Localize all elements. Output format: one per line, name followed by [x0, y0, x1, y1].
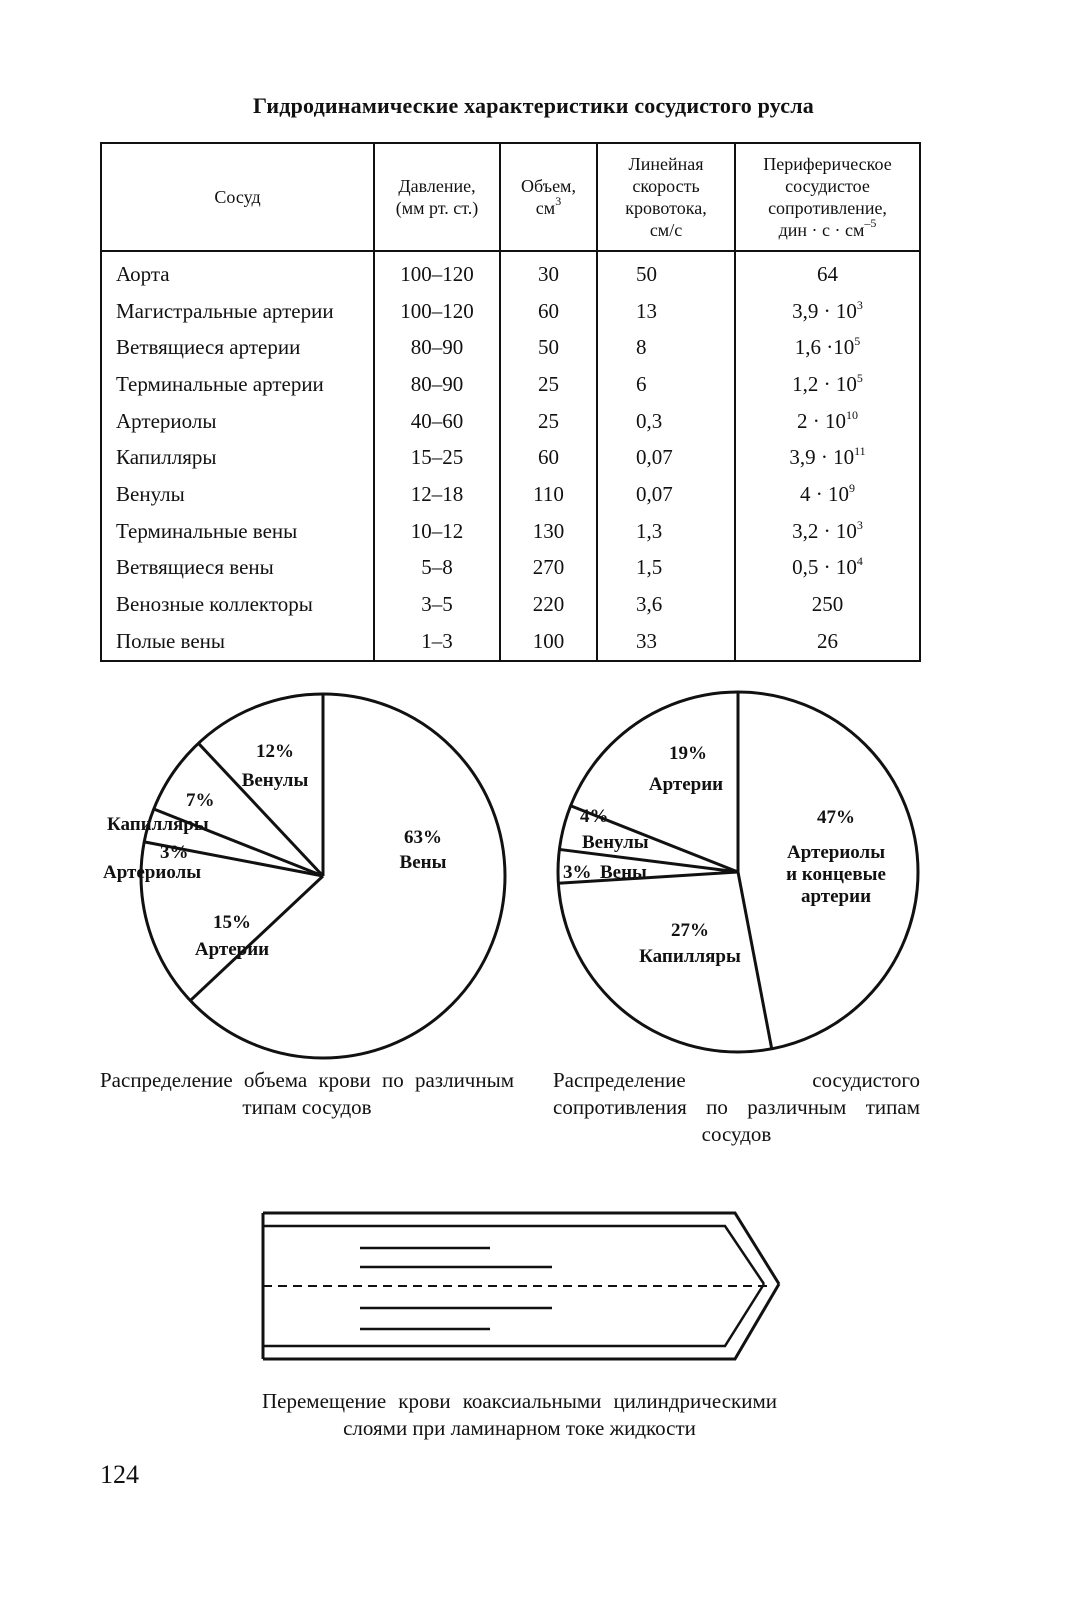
- pie-slice-percent: 27%: [671, 920, 709, 941]
- pie-slice-percent: 15%: [213, 912, 251, 933]
- pie-slice-percent: 3%: [160, 842, 189, 863]
- cell-vessel: Аорта: [101, 251, 374, 293]
- pie-slice-percent: 19%: [669, 743, 707, 764]
- cell-volume: 25: [500, 366, 597, 403]
- cell-speed: 8: [597, 329, 735, 366]
- cell-volume: 50: [500, 329, 597, 366]
- cell-volume: 270: [500, 550, 597, 587]
- page-number: 124: [100, 1460, 139, 1489]
- header-pressure: Давление, (мм рт. ст.): [374, 143, 500, 251]
- cell-speed: 6: [597, 366, 735, 403]
- cell-pressure: 12–18: [374, 476, 500, 513]
- pie-slice-label: артерии: [800, 886, 872, 907]
- cell-speed: 13: [597, 293, 735, 330]
- pie-slice-percent: 4%: [580, 806, 609, 827]
- tube-outer-top: [263, 1213, 779, 1284]
- cell-resistance: 26: [735, 623, 920, 661]
- pie-slice-percent: 47%: [817, 807, 855, 828]
- cell-pressure: 10–12: [374, 513, 500, 550]
- cell-speed: 33: [597, 623, 735, 661]
- pie-slice-percent: 63%: [404, 827, 442, 848]
- cell-vessel: Ветвящиеся вены: [101, 550, 374, 587]
- tube-inner-bottom: [263, 1284, 764, 1346]
- pie-slice-label: Венулы: [241, 770, 309, 791]
- cell-vessel: Ветвящиеся артерии: [101, 329, 374, 366]
- cell-pressure: 1–3: [374, 623, 500, 661]
- cell-speed: 3,6: [597, 586, 735, 623]
- cell-vessel: Терминальные вены: [101, 513, 374, 550]
- cell-vessel: Терминальные артерии: [101, 366, 374, 403]
- pie-chart-resistance: [558, 692, 918, 1052]
- pie-slice-label: Артериолы: [103, 862, 202, 883]
- cell-pressure: 80–90: [374, 329, 500, 366]
- cell-volume: 60: [500, 439, 597, 476]
- caption-flow: Перемещение крови коаксиальными цилиндрическими слоями при ламинарном токе жидкости: [262, 1389, 777, 1440]
- pie-slice-label: Венулы: [582, 832, 649, 853]
- cell-pressure: 80–90: [374, 366, 500, 403]
- cell-resistance: $1,6 \cdot 10^5$: [735, 329, 920, 366]
- cell-resistance: $4 \cdot 10^9$: [735, 476, 920, 513]
- cell-vessel: Магистральные артерии: [101, 293, 374, 330]
- cell-resistance: 250: [735, 586, 920, 623]
- cell-volume: 110: [500, 476, 597, 513]
- cell-speed: 1,5: [597, 550, 735, 587]
- caption-pie-volume: Распределение объема крови по различным типам сосудов: [100, 1068, 514, 1119]
- cell-pressure: 3–5: [374, 586, 500, 623]
- table-title: Гидродинамические характеристики сосудистого русла: [253, 93, 814, 118]
- cell-vessel: Венозные коллекторы: [101, 586, 374, 623]
- cell-resistance: $3,2 \cdot 10^3$: [735, 513, 920, 550]
- cell-vessel: Полые вены: [101, 623, 374, 661]
- pie-slice-percent: 7%: [186, 790, 215, 811]
- cell-pressure: 40–60: [374, 403, 500, 440]
- cell-volume: 100: [500, 623, 597, 661]
- header-resistance: Периферическое сосудистое сопротивление, дин · $с \cdot см^{-5}$: [735, 143, 920, 251]
- pie-slice-boundary: [738, 872, 772, 1049]
- cell-volume: 130: [500, 513, 597, 550]
- cell-resistance: 64: [735, 251, 920, 293]
- cell-resistance: $3,9 \cdot 10^{11}$: [735, 439, 920, 476]
- pie-slice-label: и концевые: [786, 864, 886, 885]
- pie-slice-label: Капилляры: [639, 946, 741, 967]
- cell-resistance: $0,5 \cdot 10^4$: [735, 550, 920, 587]
- cell-volume: 25: [500, 403, 597, 440]
- cell-pressure: 15–25: [374, 439, 500, 476]
- pie-slice-label: Артерии: [194, 939, 270, 960]
- cell-speed: 1,3: [597, 513, 735, 550]
- cell-volume: 60: [500, 293, 597, 330]
- cell-pressure: 100–120: [374, 251, 500, 293]
- pie-slice-label: Капилляры: [107, 814, 209, 835]
- cell-vessel: Артериолы: [101, 403, 374, 440]
- pie-slice-label: Артериолы: [786, 842, 886, 863]
- tube-outer-bottom: [263, 1284, 779, 1359]
- header-speed: Линейная скорость кровотока, см/с: [597, 143, 735, 251]
- tube-inner-top: [263, 1226, 764, 1284]
- header-volume: Объем, $см^3$: [500, 143, 597, 251]
- caption-pie-resistance: Распределение сосудистого сопротивления по различным типам сосудов: [553, 1068, 920, 1146]
- cell-speed: 0,07: [597, 476, 735, 513]
- cell-pressure: 100–120: [374, 293, 500, 330]
- pie-slice-percent: 3%: [563, 862, 592, 883]
- cell-resistance: $2 \cdot 10^{10}$: [735, 403, 920, 440]
- cell-vessel: Капилляры: [101, 439, 374, 476]
- cell-volume: 30: [500, 251, 597, 293]
- cell-pressure: 5–8: [374, 550, 500, 587]
- cell-vessel: Венулы: [101, 476, 374, 513]
- cell-resistance: $3,9 \cdot 10^3$: [735, 293, 920, 330]
- laminar-flow-diagram: [263, 1213, 779, 1359]
- pie-slice-label: Вены: [399, 852, 447, 873]
- cell-speed: 0,07: [597, 439, 735, 476]
- pie-chart-volume: [103, 694, 505, 1058]
- pie-slice-percent: 12%: [256, 741, 294, 762]
- cell-speed: 50: [597, 251, 735, 293]
- cell-volume: 220: [500, 586, 597, 623]
- cell-resistance: $1,2 \cdot 10^5$: [735, 366, 920, 403]
- pie-slice-label: Вены: [600, 862, 647, 883]
- pie-slice-label: Артерии: [648, 774, 724, 795]
- cell-speed: 0,3: [597, 403, 735, 440]
- header-vessel: Сосуд: [101, 143, 374, 251]
